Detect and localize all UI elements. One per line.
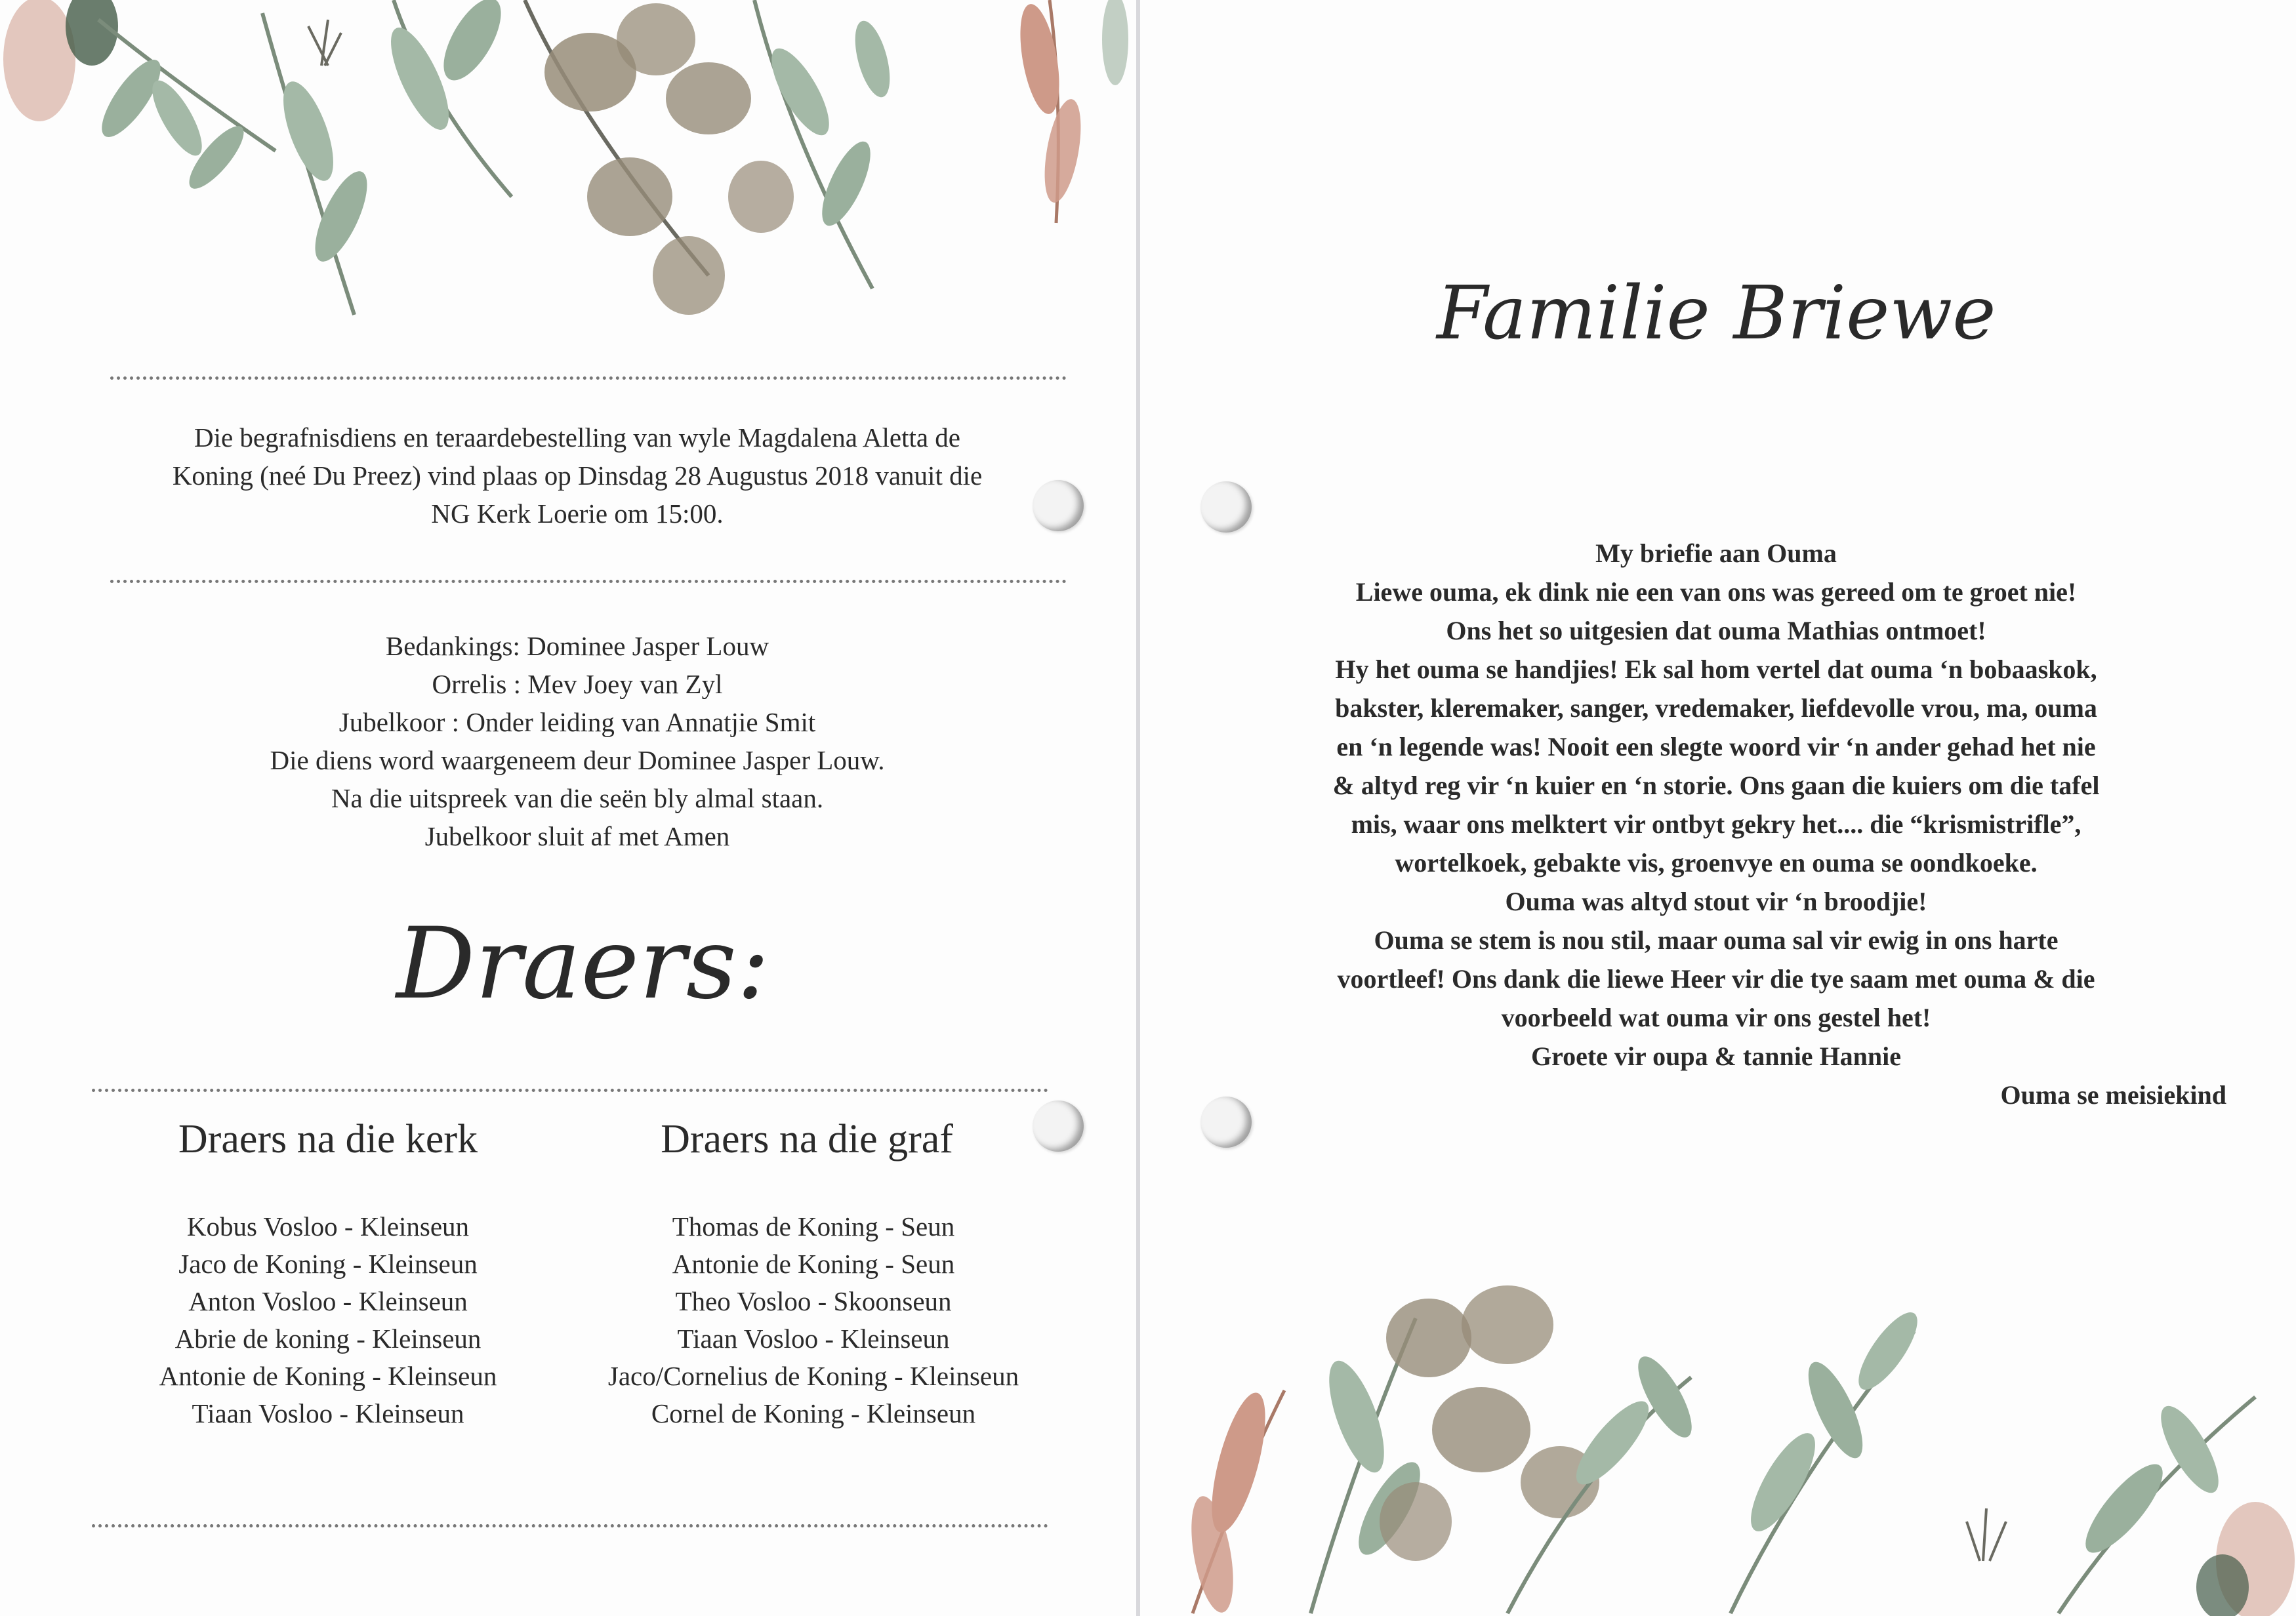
- list-item: Jaco de Koning - Kleinseun: [178, 1249, 478, 1279]
- letter-line: en ‘n legende was! Nooit een slegte woord vir ‘n ander gehad het nie: [1336, 732, 2096, 761]
- floral-bottom-decoration: [1140, 1246, 2296, 1616]
- grave-bearers-list: [558, 1208, 1069, 1432]
- letter-line: My briefie aan Ouma: [1595, 538, 1837, 568]
- divider: [110, 580, 1067, 583]
- floral-top-decoration: [0, 0, 1136, 341]
- list-item: Tiaan Vosloo - Kleinseun: [192, 1398, 464, 1428]
- letter-line: mis, waar ons melktert vir ontbyt gekry het.... die “krismistrifle”,: [1351, 809, 2081, 839]
- letter-line: voortleef! Ons dank die liewe Heer vir die tye saam met ouma & die: [1337, 964, 2095, 994]
- grave-bearers-heading: Draers na die graf: [661, 1117, 953, 1162]
- service-notice-line: Koning (neé Du Preez) vind plaas op Dinsdag 28 Augustus 2018 vanuit die: [172, 460, 983, 491]
- program-line: Die diens word waargeneem deur Dominee Jasper Louw.: [270, 745, 885, 775]
- divider: [92, 1089, 1048, 1092]
- program-line: Na die uitspreek van die seën bly almal staan.: [331, 783, 824, 813]
- program-line: Orrelis : Mev Joey van Zyl: [432, 669, 723, 699]
- divider: [92, 1524, 1048, 1527]
- letter-line: Groete vir oupa & tannie Hannie: [1530, 1041, 1902, 1071]
- letter-line: wortelkoek, gebakte vis, groenvye en ouma se oondkoeke.: [1395, 848, 2038, 878]
- service-program: [66, 627, 1089, 855]
- list-item: Abrie de koning - Kleinseun: [174, 1323, 482, 1354]
- list-item: Cornel de Koning - Kleinseun: [651, 1398, 976, 1428]
- left-page: [0, 0, 1136, 1616]
- punch-hole: [1033, 1101, 1084, 1152]
- letter-line: Ouma se stem is nou stil, maar ouma sal vir ewig in ons harte: [1374, 925, 2059, 955]
- letter-line: Ons het so uitgesien dat ouma Mathias ontmoet!: [1446, 616, 1986, 645]
- service-notice-line: Die begrafnisdiens en teraardebestelling van wyle Magdalena Aletta de: [194, 422, 961, 453]
- letter-line: voorbeeld wat ouma vir ons gestel het!: [1501, 1003, 1931, 1032]
- service-notice: [66, 418, 1089, 533]
- program-line: Jubelkoor : Onder leiding van Annatjie Smit: [338, 707, 816, 737]
- list-item: Theo Vosloo - Skoonseun: [675, 1286, 952, 1316]
- service-notice-line: NG Kerk Loerie om 15:00.: [431, 498, 724, 529]
- letter-signature: Ouma se meisiekind: [2000, 1080, 2226, 1110]
- program-line: Bedankings: Dominee Jasper Louw: [385, 631, 769, 661]
- list-item: Thomas de Koning - Seun: [672, 1211, 955, 1242]
- list-item: Anton Vosloo - Kleinseun: [188, 1286, 468, 1316]
- divider: [110, 376, 1067, 380]
- punch-hole: [1033, 480, 1084, 531]
- church-bearers-heading: Draers na die kerk: [178, 1117, 478, 1162]
- list-item: Antonie de Koning - Kleinseun: [159, 1361, 497, 1391]
- punch-hole: [1200, 481, 1252, 533]
- list-item: Kobus Vosloo - Kleinseun: [186, 1211, 470, 1242]
- letter-line: Ouma was altyd stout vir ‘n broodjie!: [1505, 887, 1927, 916]
- list-item: Antonie de Koning - Seun: [672, 1249, 955, 1279]
- letter-line: bakster, kleremaker, sanger, vredemaker, liefdevolle vrou, ma, ouma: [1335, 693, 2097, 723]
- program-line: Jubelkoor sluit af met Amen: [424, 821, 730, 851]
- letter-line: Hy het ouma se handjies! Ek sal hom vertel dat ouma ‘n bobaaskok,: [1335, 655, 2097, 684]
- letter-line: Liewe ouma, ek dink nie een van ons was gereed om te groet nie!: [1355, 577, 2077, 607]
- draers-title: Draers:: [396, 907, 770, 1021]
- letter-line: & altyd reg vir ‘n kuier en ‘n storie. Ons gaan die kuiers om die tafel: [1332, 771, 2100, 800]
- family-letter: [1206, 534, 2226, 1114]
- church-bearers-list: [92, 1208, 564, 1432]
- list-item: Tiaan Vosloo - Kleinseun: [677, 1323, 950, 1354]
- familie-briewe-title: Familie Briewe: [1437, 271, 1996, 356]
- list-item: Jaco/Cornelius de Koning - Kleinseun: [607, 1361, 1019, 1391]
